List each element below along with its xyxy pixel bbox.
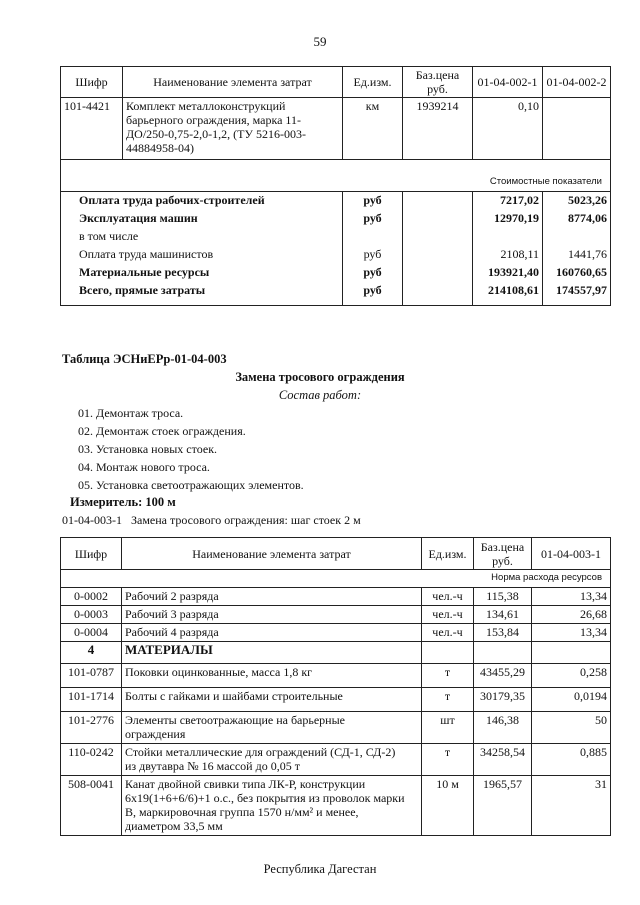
norm-line: 01-04-003-1 Замена тросового ограждения: шаг стоек 2 м — [62, 513, 361, 527]
cost-row-name: Эксплуатация машин — [61, 210, 343, 228]
cost-row-value-1: 12970,19 — [473, 210, 543, 228]
cost-row-unit: руб — [343, 210, 403, 228]
cost-row-value-2: 1441,76 — [543, 246, 611, 264]
cost-row-unit: руб — [343, 192, 403, 210]
material-row — [61, 688, 611, 712]
cost-row-value-2: 8774,06 — [543, 210, 611, 228]
labor-price: 115,38 — [474, 588, 532, 606]
labor-name: Рабочий 2 разряда — [122, 588, 422, 606]
col-header-price: Баз.цена руб. — [474, 538, 532, 570]
cost-row-name: в том числе — [61, 228, 343, 246]
material-name-line: Поковки оцинкованные, масса 1,8 кг — [125, 665, 313, 679]
material-value: 0,0194 — [532, 688, 611, 712]
material-price: 43455,29 — [474, 664, 532, 688]
material-name-line: из двутавра № 16 массой до 0,05 т — [125, 759, 300, 773]
cost-row — [61, 246, 611, 264]
material-unit: т — [422, 664, 474, 688]
work-item: 04. Монтаж нового троса. — [78, 460, 210, 474]
cost-row-unit: руб — [343, 246, 403, 264]
work-item: 03. Установка новых стоек. — [78, 442, 218, 456]
material-code: 101-0787 — [61, 664, 122, 688]
material-code: 101-2776 — [61, 712, 122, 744]
material-row — [61, 664, 611, 688]
labor-row — [61, 624, 611, 642]
labor-unit: чел.-ч — [422, 588, 474, 606]
section-title: Замена тросового ограждения — [235, 370, 405, 384]
resource-table — [60, 537, 611, 836]
labor-unit: чел.-ч — [422, 606, 474, 624]
cost-row-value-2: 174557,97 — [543, 282, 611, 306]
page-number: 59 — [313, 34, 327, 49]
material-unit: т — [422, 688, 474, 712]
work-item: 01. Демонтаж троса. — [78, 406, 184, 420]
labor-value: 13,34 — [532, 624, 611, 642]
labor-code: 0-0002 — [61, 588, 122, 606]
labor-unit: чел.-ч — [422, 624, 474, 642]
col-header-code: Шифр — [61, 538, 122, 570]
cost-row — [61, 282, 611, 306]
cost-row-unit: руб — [343, 264, 403, 282]
material-code: 110-0242 — [61, 744, 122, 776]
material-name-line: В, маркировочная группа 1570 н/мм² и менее, — [125, 805, 359, 819]
cost-row-value-1: 214108,61 — [473, 282, 543, 306]
materials-code: 4 — [61, 642, 122, 664]
cost-row-value-1: 2108,11 — [473, 246, 543, 264]
row-unit: км — [343, 98, 403, 160]
cost-row-value-1: 7217,02 — [473, 192, 543, 210]
row-value-2 — [543, 98, 611, 160]
material-name-line: Канат двойной свивки типа ЛК-Р, конструкции — [125, 777, 366, 791]
material-unit: т — [422, 744, 474, 776]
labor-price: 134,61 — [474, 606, 532, 624]
material-name-line: ограждения — [125, 727, 186, 741]
col-header-norm-2: 01-04-002-2 — [543, 67, 611, 98]
material-name-line: Болты с гайками и шайбами строительные — [125, 689, 343, 703]
row-value-1: 0,10 — [473, 98, 543, 160]
labor-price: 153,84 — [474, 624, 532, 642]
material-name-line: Стойки металлические для ограждений (СД-1, СД-2) — [125, 745, 396, 759]
cost-row-name: Материальные ресурсы — [61, 264, 343, 282]
material-value: 50 — [532, 712, 611, 744]
material-name — [122, 776, 422, 836]
cost-row-name: Оплата труда машинистов — [61, 246, 343, 264]
material-price: 146,38 — [474, 712, 532, 744]
labor-value: 26,68 — [532, 606, 611, 624]
col-header-unit: Ед.изм. — [422, 538, 474, 570]
cost-row — [61, 210, 611, 228]
cost-row-value-2: 5023,26 — [543, 192, 611, 210]
cost-row-unit — [343, 228, 403, 246]
material-name — [122, 744, 422, 776]
cost-row-unit: руб — [343, 282, 403, 306]
table-row — [61, 98, 611, 160]
material-row — [61, 744, 611, 776]
cost-row-value-1 — [473, 228, 543, 246]
cost-row-value-2 — [543, 228, 611, 246]
material-name-line: диаметром 33,5 мм — [125, 819, 223, 833]
material-unit: шт — [422, 712, 474, 744]
row-price: 1939214 — [403, 98, 473, 160]
material-value: 31 — [532, 776, 611, 836]
material-price: 30179,35 — [474, 688, 532, 712]
material-row — [61, 712, 611, 744]
material-name — [122, 712, 422, 744]
cost-row-value-2: 160760,65 — [543, 264, 611, 282]
col-header-price: Баз.цена руб. — [403, 67, 473, 98]
material-name — [122, 664, 422, 688]
labor-row — [61, 588, 611, 606]
labor-name: Рабочий 3 разряда — [122, 606, 422, 624]
col-header-norm-1: 01-04-002-1 — [473, 67, 543, 98]
col-header-code: Шифр — [61, 67, 123, 98]
material-code: 101-1714 — [61, 688, 122, 712]
work-item: 05. Установка светоотражающих элементов. — [78, 478, 304, 492]
row-name: Комплект металлоконструкций барьерного ограждения, марка 11- ДО/250-0,75-2,0-1,2, (ТУ 5216-003- 44884958-04) — [123, 98, 343, 160]
labor-name: Рабочий 4 разряда — [122, 624, 422, 642]
cost-table — [60, 66, 611, 306]
cost-row — [61, 192, 611, 210]
labor-code: 0-0004 — [61, 624, 122, 642]
cost-subheader: Стоимостные показатели — [61, 174, 611, 192]
material-row — [61, 776, 611, 836]
material-unit: 10 м — [422, 776, 474, 836]
material-name — [122, 688, 422, 712]
material-code: 508-0041 — [61, 776, 122, 836]
cost-row-name: Всего, прямые затраты — [61, 282, 343, 306]
material-value: 0,258 — [532, 664, 611, 688]
cost-row-name: Оплата труда рабочих-строителей — [61, 192, 343, 210]
labor-row — [61, 606, 611, 624]
col-header-unit: Ед.изм. — [343, 67, 403, 98]
col-header-name: Наименование элемента затрат — [123, 67, 343, 98]
cost-row — [61, 264, 611, 282]
cost-row — [61, 228, 611, 246]
material-name-line: Элементы светоотражающие на барьерные — [125, 713, 345, 727]
meter-line: Измеритель: 100 м — [70, 495, 176, 509]
col-header-name: Наименование элемента затрат — [122, 538, 422, 570]
resource-subheader: Норма расхода ресурсов — [61, 570, 611, 588]
materials-header-row — [61, 642, 611, 664]
section-subtitle: Состав работ: — [278, 388, 362, 402]
footer-region: Республика Дагестан — [263, 862, 377, 876]
row-code: 101-4421 — [61, 98, 123, 160]
materials-title: МАТЕРИАЛЫ — [122, 642, 422, 664]
material-name-line: 6х19(1+6+6/6)+1 о.с., без покрытия из проволок марки — [125, 791, 405, 805]
labor-code: 0-0003 — [61, 606, 122, 624]
material-price: 34258,54 — [474, 744, 532, 776]
labor-value: 13,34 — [532, 588, 611, 606]
material-price: 1965,57 — [474, 776, 532, 836]
col-header-norm: 01-04-003-1 — [532, 538, 611, 570]
work-item: 02. Демонтаж стоек ограждения. — [78, 424, 246, 438]
table-label: Таблица ЭСНиЕРр-01-04-003 — [62, 352, 227, 366]
cost-row-value-1: 193921,40 — [473, 264, 543, 282]
material-value: 0,885 — [532, 744, 611, 776]
